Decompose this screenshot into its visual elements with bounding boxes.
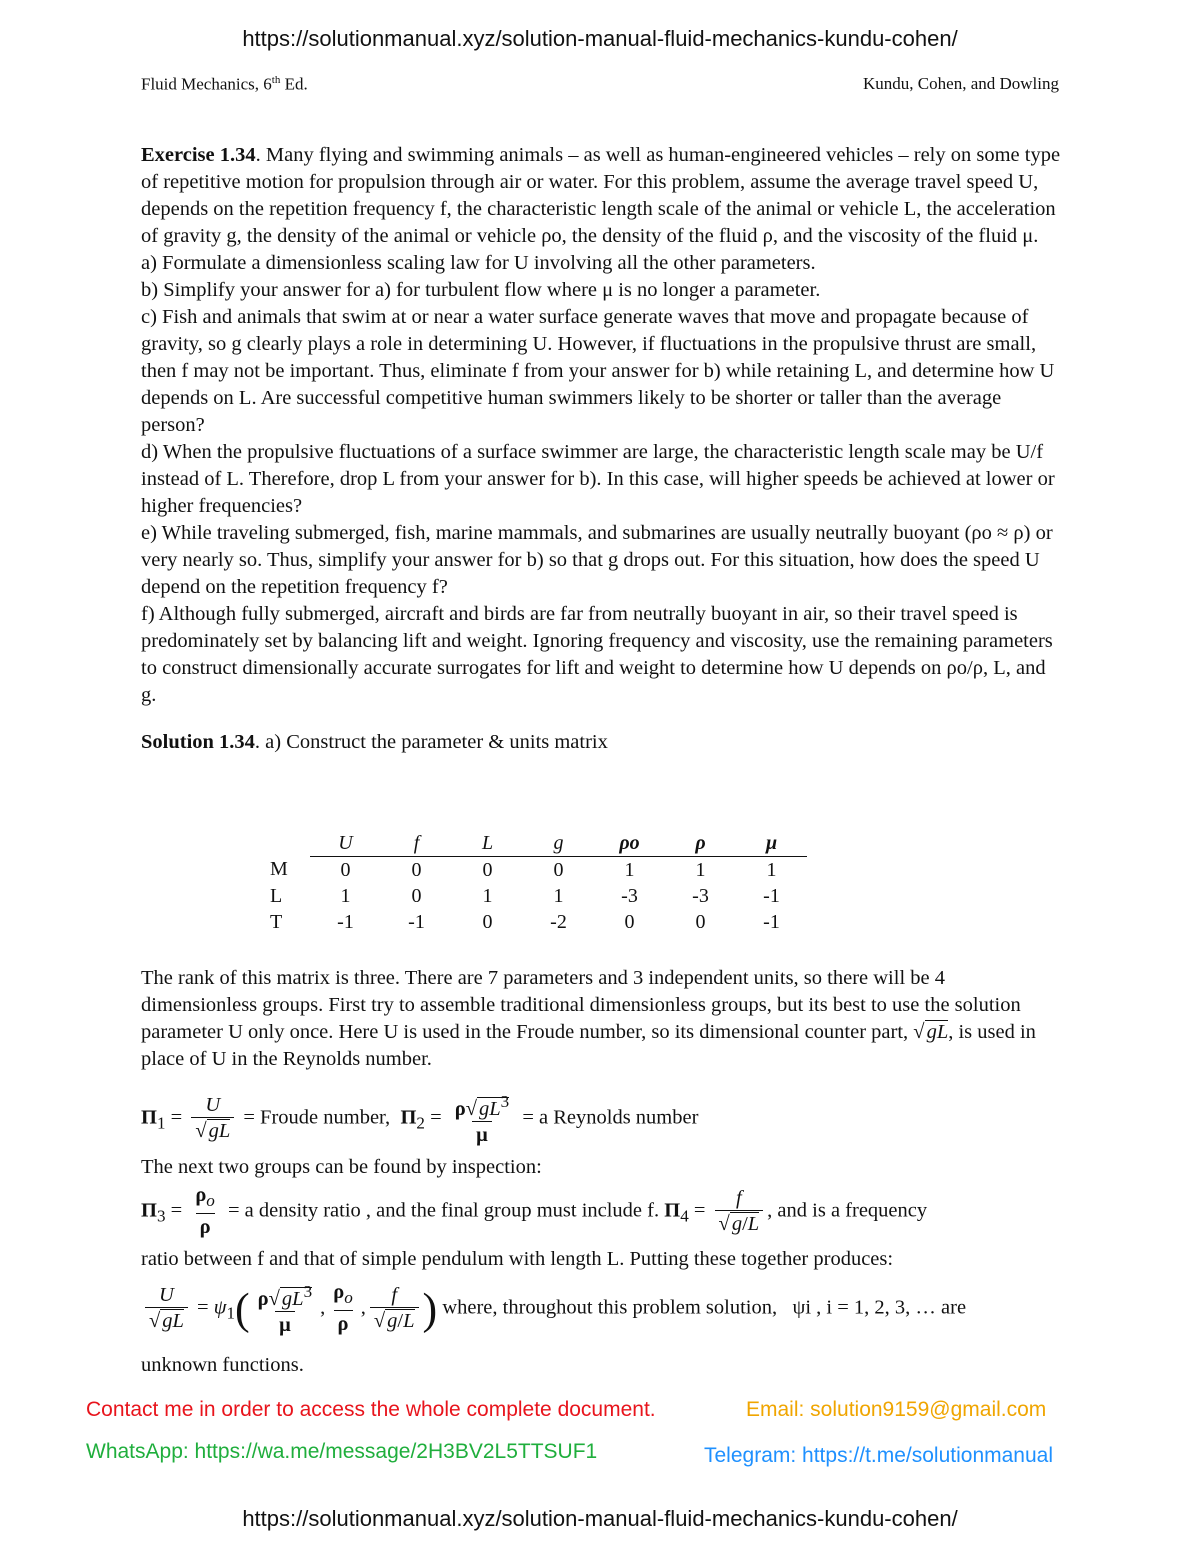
part-e: e) While traveling submerged, fish, marine mammals, and submarines are usually neutrally buoyant (ρo ≈ ρ) or very nearly so. Thus, simplify your answer for b) so that g drops out. For this situation, how does the speed U depend on the repetition frequency f? — [141, 522, 1053, 598]
matrix-row: L 1 0 1 1 -3 -3 -1 — [270, 884, 780, 907]
inspection-text: The next two groups can be found by inspection: — [141, 1156, 542, 1178]
part-f: f) Although fully submerged, aircraft and birds are far from neutrally buoyant in air, so their travel speed is predominately set by balancing lift and weight. Ignoring frequency and viscosity, use the remaining parameters to construct dimensionally accurate surrogates for lift and weight to determine how U depends on ρo/ρ, L, and g. — [141, 603, 1053, 706]
matrix-header: ρo — [594, 830, 665, 857]
units-matrix — [270, 830, 807, 935]
matrix-header: f — [381, 830, 452, 857]
exercise-intro: Exercise 1.34. Many flying and swimming animals – as well as human-engineered vehicles – rely on some type of repetitive motion for propulsion through air or water. For this problem, assume the average travel speed U, depends on the repetition frequency f, the characteristic length scale of the animal or vehicle L, the acceleration of gravity g, the density of the animal or vehicle ρo, the density of the fluid ρ, and the viscosity of the fluid μ. — [141, 144, 1061, 247]
rank-paragraph: The rank of this matrix is three. There are 7 parameters and 3 independent units, so there will be 4 dimensionless groups. First try to assemble traditional dimensionless groups, but its best to use the solution parameter U only once. Here U is used in the Froude number, so its dimensional counter part, √gL, is used in place of U in the Reynolds number. — [141, 967, 1036, 1070]
contact-whatsapp[interactable]: WhatsApp: https://wa.me/message/2H3BV2L5TTSUF1 — [86, 1440, 598, 1463]
final-equation: $\frac{U}{√gL}$ = $\psi_1$( $\frac{\rho√gL^3}{\mu}$ , $\frac{\rho_o}{\rho}$ , $\frac{f}{√g/L}$ ) where, throughout this problem solution, ψi , i = 1, 2, 3, … are — [141, 1280, 966, 1338]
solution-label: Solution 1.34 — [141, 731, 255, 753]
exercise-block — [141, 142, 1061, 756]
matrix-row: T -1 -1 0 -2 0 0 -1 — [270, 910, 780, 933]
part-b: b) Simplify your answer for a) for turbulent flow where μ is no longer a parameter. — [141, 279, 821, 301]
part-c: c) Fish and animals that swim at or near a water surface generate waves that move and propagate because of gravity, so g clearly plays a role in determining U. However, if fluctuations in the propulsive thrust are small, then f may not be important. Thus, eliminate f from your answer for b) while retaining L, and determine how U depends on L. Are successful competitive human swimmers likely to be shorter or taller than the average person? — [141, 306, 1055, 436]
matrix-header: L — [452, 830, 523, 857]
top-url[interactable]: https://solutionmanual.xyz/solution-manual-fluid-mechanics-kundu-cohen/ — [242, 26, 958, 51]
part-d: d) When the propulsive fluctuations of a surface swimmer are large, the characteristic length scale may be U/f instead of L. Therefore, drop L from your answer for b). In this case, will higher speeds be achieved at lower or higher frequencies? — [141, 441, 1055, 517]
solution-intro: Solution 1.34. a) Construct the parameter & units matrix — [141, 731, 608, 753]
contact-email[interactable]: Email: solution9159@gmail.com — [746, 1398, 1047, 1421]
pi3-pi4-equation: $\Pi_3$ = $\frac{\rho_o}{\rho}$ = a density ratio , and the final group must include f. $\Pi_4$ = $\frac{f}{√g/L}$ , and is a frequency — [141, 1184, 928, 1239]
header-left: Fluid Mechanics, 6th Ed. — [141, 74, 308, 94]
matrix-header: U — [310, 830, 381, 857]
matrix-row: M 0 0 0 0 1 1 1 — [270, 858, 777, 881]
matrix-header: g — [523, 830, 594, 857]
exercise-label: Exercise 1.34 — [141, 144, 256, 166]
pendulum-text: ratio between f and that of simple pendulum with length L. Putting these together produces: — [141, 1248, 894, 1270]
unknown-functions: unknown functions. — [141, 1354, 304, 1376]
sqrt-gL: √gL — [913, 1021, 949, 1043]
pi1-pi2-equation: $\Pi_1$ = $\frac{U}{√gL}$ = Froude number, $\Pi_2$ = $\frac{\rho√gL^3}{\mu}$ = a Reynolds number — [141, 1092, 699, 1146]
matrix-header: μ — [736, 830, 807, 857]
matrix-header-row — [270, 830, 807, 857]
header-right: Kundu, Cohen, and Dowling — [863, 74, 1059, 93]
contact-message: Contact me in order to access the whole complete document. — [86, 1398, 656, 1421]
part-a: a) Formulate a dimensionless scaling law for U involving all the other parameters. — [141, 252, 816, 274]
matrix-header: ρ — [665, 830, 736, 857]
bottom-url[interactable]: https://solutionmanual.xyz/solution-manual-fluid-mechanics-kundu-cohen/ — [242, 1506, 958, 1531]
contact-telegram[interactable]: Telegram: https://t.me/solutionmanual — [704, 1444, 1054, 1467]
